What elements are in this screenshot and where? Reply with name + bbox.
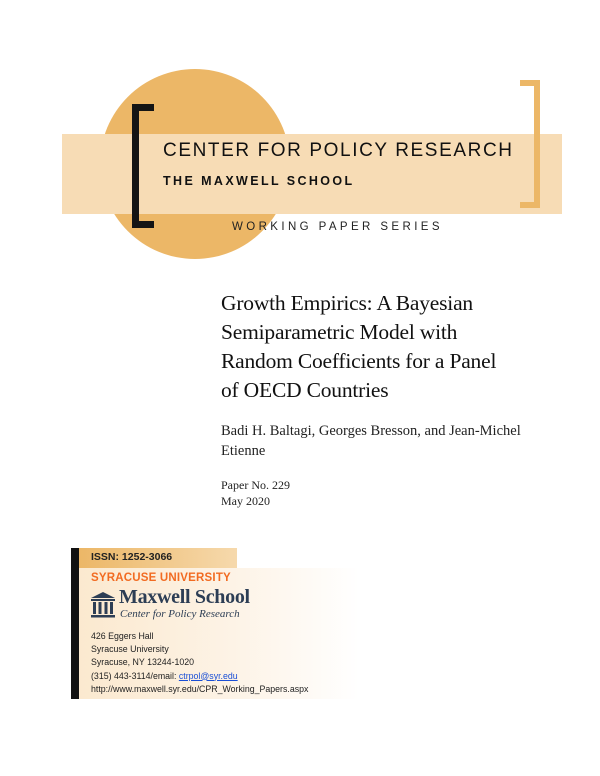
right-bracket-decoration <box>520 80 540 208</box>
paper-title <box>221 289 581 405</box>
paper-title-line: of OECD Countries <box>221 378 389 402</box>
contact-address <box>91 630 308 696</box>
paper-title-line: Semiparametric Model with <box>221 320 458 344</box>
website-url[interactable]: http://www.maxwell.syr.edu/CPR_Working_Papers.aspx <box>91 683 309 694</box>
maxwell-building-icon <box>90 590 116 618</box>
issn: ISSN: 1252-3066 <box>91 551 173 563</box>
center-logo-name: Center for Policy Research <box>120 608 240 620</box>
contact-line <box>91 670 308 683</box>
paper-details <box>221 477 290 509</box>
address-line: Syracuse, NY 13244-1020 <box>91 657 195 668</box>
paper-title-line: Random Coefficients for a Panel <box>221 349 497 373</box>
left-bracket-decoration <box>132 104 154 228</box>
paper-date: May 2020 <box>221 494 270 508</box>
paper-number: Paper No. 229 <box>221 478 290 492</box>
university-name: SYRACUSE UNIVERSITY <box>91 572 231 584</box>
authors-line: Etienne <box>221 443 266 459</box>
school-logo-name: Maxwell School <box>119 586 250 608</box>
address-line: Syracuse University <box>91 644 169 655</box>
email-link[interactable]: ctrpol@syr.edu <box>178 670 238 681</box>
center-title: CENTER FOR POLICY RESEARCH <box>163 140 514 161</box>
school-subtitle: THE MAXWELL SCHOOL <box>163 174 355 188</box>
phone-label: (315) 443-3114/email: <box>91 670 179 681</box>
footer-bar-decoration <box>71 548 79 699</box>
paper-title-line: Growth Empirics: A Bayesian <box>221 291 473 315</box>
series-label: WORKING PAPER SERIES <box>232 221 443 233</box>
authors <box>221 421 581 461</box>
address-line: 426 Eggers Hall <box>91 631 154 641</box>
authors-line: Badi H. Baltagi, Georges Bresson, and Jean-Michel <box>221 423 521 439</box>
